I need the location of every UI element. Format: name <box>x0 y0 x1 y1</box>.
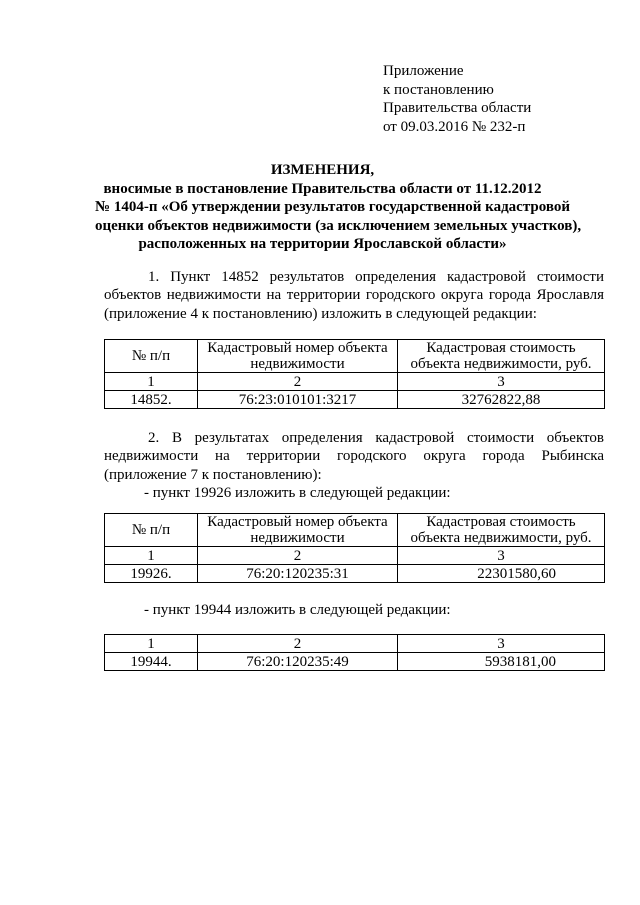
row-cadastral-number: 76:20:120235:31 <box>198 565 398 583</box>
title-line: оценки объектов недвижимости (за исключением земельных участков), <box>95 217 582 234</box>
attachment-line: Правительства области <box>383 100 532 116</box>
table-3 <box>104 634 605 671</box>
table-header-row <box>105 514 605 547</box>
table-1 <box>104 339 605 409</box>
row-cadastral-number: 76:20:120235:49 <box>198 653 398 671</box>
header-cadastral-value: Кадастровая стоимость объекта недвижимости, руб. <box>398 514 605 547</box>
table-row <box>105 565 605 583</box>
row-number: 19944. <box>105 653 198 671</box>
table-row <box>105 391 605 409</box>
attachment-line: к постановлению <box>383 81 494 98</box>
paragraph-2-text: 2. В результатах определения кадастровой стоимости объектов недвижимости на территории городского округа города Рыбинска (приложение 7 к постановлению): <box>104 430 604 483</box>
title-line: № 1404-п «Об утверждении результатов государственной кадастровой <box>95 199 570 215</box>
column-number: 3 <box>398 373 605 391</box>
column-number: 1 <box>105 373 198 391</box>
paragraph-2 <box>104 429 604 502</box>
column-number: 3 <box>398 547 605 565</box>
column-number: 2 <box>198 373 398 391</box>
attachment-date: от 09.03.2016 № 232-п <box>383 118 526 135</box>
header-cadastral-number: Кадастровый номер объекта недвижимости <box>198 340 398 373</box>
sub-item-19926: - пункт 19926 изложить в следующей редакции: <box>144 484 451 501</box>
title-line: расположенных на территории Ярославской области» <box>138 236 507 252</box>
row-number: 14852. <box>105 391 198 409</box>
paragraph-1-text: 1. Пункт 14852 результатов определения кадастровой стоимости объектов недвижимости на территории городского округа города Ярославля (приложение 4 к постановлению) изложить в следующей редакции: <box>104 269 604 322</box>
title-heading: ИЗМЕНЕНИЯ, <box>270 162 375 178</box>
column-number: 2 <box>198 547 398 565</box>
header-cadastral-value: Кадастровая стоимость объекта недвижимости, руб. <box>398 340 605 373</box>
paragraph-1 <box>104 268 604 323</box>
header-number: № п/п <box>105 514 198 547</box>
title-line: вносимые в постановление Правительства области от 11.12.2012 <box>103 180 542 197</box>
column-number: 1 <box>105 547 198 565</box>
column-number: 1 <box>105 635 198 653</box>
attachment-block <box>383 62 531 136</box>
table-header-row <box>105 340 605 373</box>
column-number: 3 <box>398 635 605 653</box>
column-number: 2 <box>198 635 398 653</box>
document-title <box>95 161 582 254</box>
header-number: № п/п <box>105 340 198 373</box>
header-cadastral-number: Кадастровый номер объекта недвижимости <box>198 514 398 547</box>
attachment-line: Приложение <box>383 63 464 79</box>
row-cadastral-value: 5938181,00 <box>398 653 605 671</box>
column-number-row <box>105 547 605 565</box>
column-number-row <box>105 373 605 391</box>
column-number-row <box>105 635 605 653</box>
row-cadastral-number: 76:23:010101:3217 <box>198 391 398 409</box>
table-row <box>105 653 605 671</box>
table-2 <box>104 513 605 583</box>
paragraph-3 <box>104 601 604 619</box>
row-number: 19926. <box>105 565 198 583</box>
row-cadastral-value: 22301580,60 <box>398 565 605 583</box>
sub-item-19944: - пункт 19944 изложить в следующей редакции: <box>144 602 451 618</box>
row-cadastral-value: 32762822,88 <box>398 391 605 409</box>
